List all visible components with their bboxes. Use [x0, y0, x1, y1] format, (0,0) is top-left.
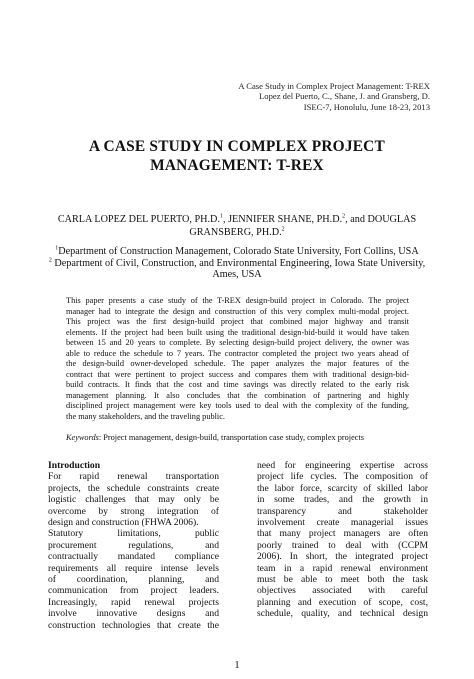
affiliation-line	[20, 258, 454, 270]
author-name: CARLA LOPEZ DEL PUERTO, PH.D.	[57, 214, 220, 225]
body-line: logistic challenges that may only be	[48, 494, 219, 506]
running-header	[170, 81, 430, 112]
body-line: 2006). In short, the integrated project	[257, 551, 428, 563]
body-line: involve innovative designs and	[48, 608, 219, 620]
body-line: schedule, quality, and technical design	[257, 608, 428, 620]
abstract-line: between 15 and 20 years to complete. By selecting design-build project delivery, the owner was	[66, 338, 409, 347]
body-line: procurement regulations, and	[48, 539, 219, 551]
keywords-text: : Project management, design-build, transportation case study, complex projects	[98, 433, 365, 442]
body-line: construction technologies that create the	[48, 619, 219, 631]
body-line: of coordination, planning, and	[48, 574, 219, 586]
keywords	[66, 433, 409, 444]
body-line: must be able to meet both the task	[257, 574, 428, 586]
section-heading: Introduction	[48, 460, 101, 471]
paper-title-line: MANAGEMENT: T-REX	[150, 157, 324, 174]
author-name: , JENNIFER SHANE, PH.D.	[222, 214, 343, 225]
body-line: Increasingly, rapid renewal projects	[48, 596, 219, 608]
author-name: GRANSBERG, PH.D.	[189, 226, 282, 238]
abstract-line: manager had to integrate the design and construction of this very complex multi-modal project.	[66, 306, 409, 316]
author-superscript: 2	[281, 226, 285, 233]
body-line: design and construction (FHWA 2006).	[48, 517, 199, 529]
abstract-line: the many stakeholders, and the traveling public.	[66, 411, 225, 421]
running-header-line: A Case Study in Complex Project Management: T-REX	[238, 81, 430, 91]
author-list	[20, 214, 454, 239]
paper-title	[20, 137, 454, 175]
body-line: involvement create managerial issues	[257, 517, 428, 529]
author-superscript: 1	[219, 213, 223, 220]
abstract-line: the design-build owner-developed schedule. The paper analyzes the major features of the	[66, 359, 409, 368]
affiliations	[20, 246, 454, 281]
body-line: in some trades, and the growth in	[257, 494, 428, 506]
author-superscript: 2	[342, 213, 346, 220]
body-column-left	[48, 460, 219, 631]
affiliation-text: Department of Construction Management, Colorado State University, Fort Collins, USA	[58, 246, 419, 257]
page-number: 1	[234, 660, 240, 671]
body-line: project life cycles. The composition of	[257, 471, 428, 483]
keywords-label: Keywords	[66, 433, 99, 442]
body-line: requirements all require intense levels	[48, 562, 219, 574]
abstract-line: This project was the first design-build project that combined major highway and transit	[66, 317, 409, 326]
body-line: communication from project leaders.	[48, 585, 219, 597]
author-name: , and DOUGLAS	[345, 214, 417, 225]
body-line: poorly trained to deal with (CCPM	[257, 539, 428, 551]
author-line	[20, 227, 454, 240]
body-line: need for engineering expertise across	[257, 460, 428, 471]
affiliation-superscript: 2	[48, 257, 52, 264]
body-line: team in a rapid renewal environment	[257, 562, 428, 574]
body-line: Statutory limitations, public	[48, 528, 219, 540]
abstract-line: elements. If the project had been built using the traditional design-bid-build it would have taken	[66, 327, 409, 337]
body-line: overcome by strong integration of	[48, 505, 219, 517]
affiliation-line: Ames, USA	[212, 269, 262, 281]
body-line: the labor force, scarcity of skilled labor	[257, 482, 428, 494]
body-column-right	[257, 460, 428, 620]
abstract-line: contract that were pertinent to project success and compares them with traditional design-bid-	[66, 369, 409, 379]
paper-title-line: A CASE STUDY IN COMPLEX PROJECT	[89, 138, 385, 155]
abstract-line: disciplined project management were key tools used to deal with the complexity of the funding,	[66, 401, 409, 410]
running-header-line: Lopez del Puerto, C., Shane, J. and Gransberg, D.	[259, 91, 430, 102]
body-line: objectives associated with careful	[257, 585, 428, 597]
body-line: contractually mandated compliance	[48, 551, 219, 563]
author-line	[20, 214, 454, 227]
abstract-line: build contracts. It finds that the cost and time savings was directly related to the early risk	[66, 380, 409, 389]
body-line: projects, the schedule constraints create	[48, 482, 219, 494]
affiliation-text: Department of Civil, Construction, and Environmental Engineering, Iowa State University,	[51, 257, 426, 269]
affiliation-line	[20, 246, 454, 258]
abstract-line: This paper presents a case study of the T-REX design-build project in Colorado. The project	[66, 296, 409, 305]
abstract-line: able to reduce the schedule to 7 years. The contractor completed the project two years ahead of	[66, 348, 409, 358]
affiliation-superscript: 1	[55, 245, 59, 252]
body-line: For rapid renewal transportation	[48, 471, 219, 483]
running-header-line: ISEC-7, Honolulu, June 18-23, 2013	[303, 101, 430, 112]
body-line: transparency and stakeholder	[257, 505, 428, 517]
abstract-line: management planning. It also concludes that the combination of partnering and highly	[66, 390, 409, 400]
body-line: that many project managers are often	[257, 528, 428, 540]
body-line: planning and execution of scope, cost,	[257, 596, 428, 608]
abstract	[66, 296, 409, 422]
